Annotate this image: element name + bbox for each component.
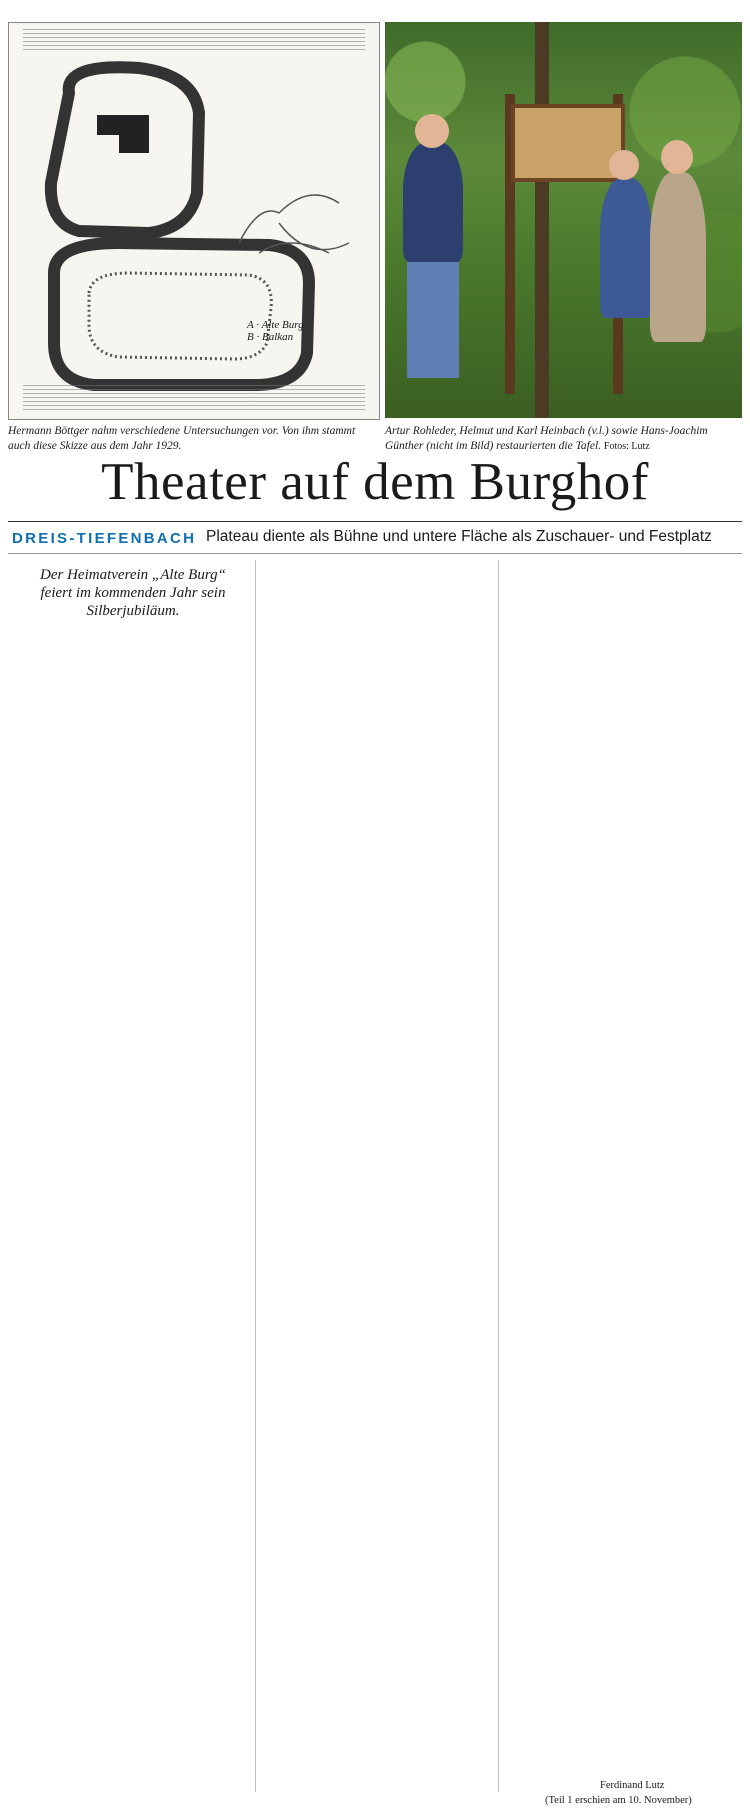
photo-caption	[385, 424, 742, 454]
article-kicker: DREIS-TIEFENBACH	[12, 530, 197, 547]
article-continuation-note: (Teil 1 erschien am 10. November)	[545, 1795, 692, 1806]
photo-caption-text: Artur Rohleder, Helmut und Karl Heinbach (v.l.) sowie Hans-Joachim Günther (nicht im Bild) restaurierten die Tafel.	[385, 425, 708, 452]
photo-row	[8, 22, 742, 418]
article-headline: Theater auf dem Burghof	[101, 453, 649, 511]
person-left-legs	[407, 262, 459, 378]
article-subtitle: Plateau diente als Bühne und untere Fläche als Zuschauer- und Festplatz	[206, 528, 712, 545]
article-teaser: Der Heimatverein „Alte Burg“ feiert im kommenden Jahr sein Silberjubiläum.	[40, 567, 226, 619]
person-right	[650, 172, 706, 342]
sketch-footer-text	[23, 385, 365, 413]
sketch-legend	[247, 319, 304, 343]
column-divider-2	[498, 560, 499, 1792]
column-divider-1	[255, 560, 256, 1792]
headline-rule	[8, 521, 742, 522]
person-middle	[600, 178, 652, 318]
sketch-caption: Hermann Böttger nahm verschiedene Untersuchungen vor. Von ihm stammt auch diese Skizze aus dem Jahr 1929.	[8, 425, 356, 452]
person-right-head	[661, 140, 693, 174]
historic-sketch-image	[8, 22, 380, 420]
person-left-head	[415, 114, 449, 148]
restored-sign-photo	[385, 22, 742, 418]
subtitle-rule	[8, 553, 742, 554]
sketch-legend-a: A · Alte Burg	[247, 319, 304, 331]
person-left	[403, 142, 463, 262]
article-author: Ferdinand Lutz	[600, 1780, 665, 1791]
photo-credit: Fotos: Lutz	[603, 441, 650, 452]
person-middle-head	[609, 150, 639, 180]
sketch-legend-b: B · Balkan	[247, 331, 294, 343]
sketch-drawing	[9, 23, 379, 419]
